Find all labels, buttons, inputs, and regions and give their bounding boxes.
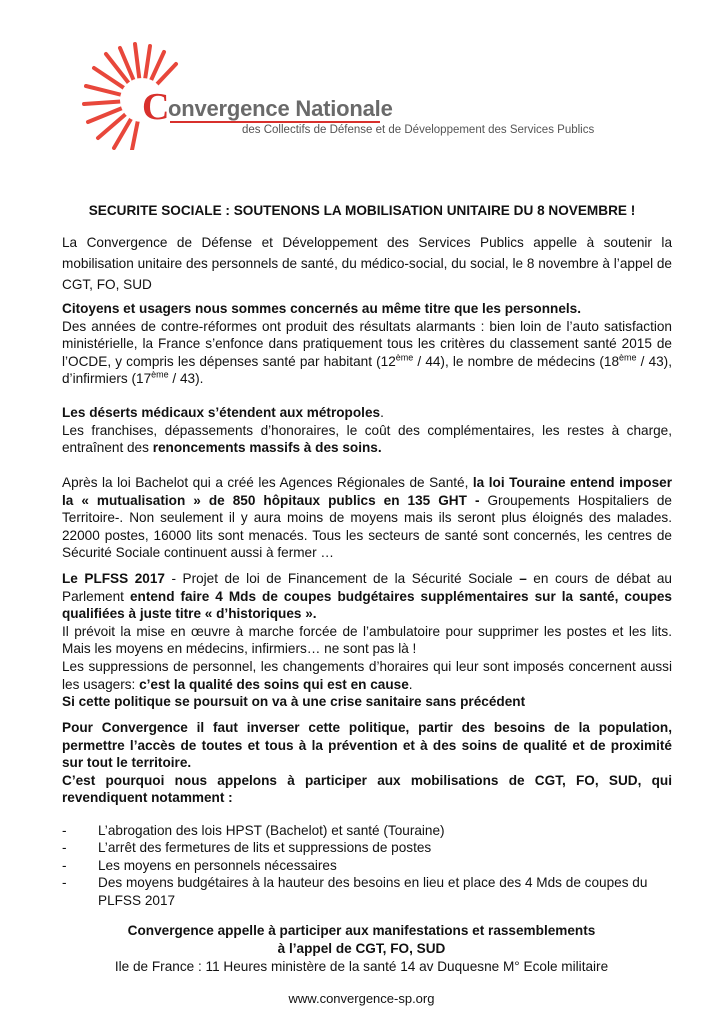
list-item [62,839,672,856]
superscript: ème [151,369,169,380]
section-convergence-text: Pour Convergence il faut inverser cette politique, partir des besoins de la population, permettre l’accès de toutes et tous à la prévention et à des soins de qualité et de proximité sur tout le territoire. [62,720,672,771]
closing-line-3: Ile de France : 11 Heures ministère de la santé 14 av Duquesne M° Ecole militaire [114,959,609,974]
section-citizens-title: Citoyens et usagers nous sommes concernés au même titre que les personnels. [62,301,582,316]
section-citizens-text: / 43), d’infirmiers (17 [62,353,672,387]
section-medical-deserts-title: Les déserts médicaux s’étendent aux métropoles [62,405,381,420]
list-item [62,874,672,909]
logo-letter: C [142,86,170,128]
demands-list [62,822,672,909]
list-item-text: Les moyens en personnels nécessaires [98,857,337,873]
intro-paragraph: La Convergence de Défense et Développement des Services Publics appelle à soutenir la mobilisation unitaire des personnels de santé, du médico-social, du social, le 8 novembre à l’appel de CGT, FO, SUD [62,235,672,292]
list-bullet: - [62,875,67,891]
footer-url-link[interactable]: www.convergence-sp.org [288,991,435,1006]
logo-subtitle: des Collectifs de Défense et de Développement des Services Publics [242,124,595,136]
section-plfss-emphasis: entend faire 4 Mds de coupes budgétaires supplémentaires sur la santé, coupes qualifiées à juste titre « d’historiques ». [62,588,672,622]
section-convergence-call [62,719,672,807]
section-touraine-text: Après la loi Bachelot qui a créé les Agences Régionales de Santé, [62,475,473,490]
list-bullet: - [62,857,67,873]
section-plfss [62,570,672,711]
closing-line-1: Convergence appelle à participer aux manifestations et rassemblements [127,923,596,938]
section-plfss-text: Il prévoit la mise en œuvre à marche forcée de l’ambulatoire pour supprimer les postes et les lits. Mais les moyens en médecins, infirmiers… ne sont pas là ! [62,623,672,657]
list-item-text: L’arrêt des fermetures de lits et suppressions de postes [98,840,432,856]
section-plfss-dash: – [519,571,527,586]
punctuation: . [408,676,413,692]
section-touraine-emphasis: la loi Touraine entend imposer la « mutualisation » de 850 hôpitaux publics en 135 GHT - [62,475,672,508]
section-plfss-text: Les suppressions de personnel, les changements d’horaires qui leur sont imposés concernent aussi les usagers: [62,658,672,692]
list-bullet: - [62,840,67,856]
superscript: ème [395,352,414,363]
section-touraine-law [62,474,672,562]
section-citizens-text: / 43). [168,371,204,387]
section-plfss-warning: Si cette politique se poursuit on va à une crise sanitaire sans précédent [62,694,526,710]
document-heading: SECURITE SOCIALE : SOUTENONS LA MOBILISATION UNITAIRE DU 8 NOVEMBRE ! [88,203,636,218]
section-citizens-text: / 44), le nombre de médecins (18 [413,353,620,369]
section-citizens [62,300,672,388]
section-touraine-text: Groupements Hospitaliers de Territoire-. Non seulement il y aura moins de moyens mais ils seront plus éloignés des malades. 22000 postes, 16000 lits sont menacés. Tous les secteurs de santé sont concernés, les centres de Sécurité Sociale continuent aussi à fermer … [62,492,672,561]
section-convergence-appeal: C’est pourquoi nous appelons à participer aux mobilisations de CGT, FO, SUD, qui revendiquent notamment : [62,772,672,806]
section-plfss-emphasis: c’est la qualité des soins qui est en cause [139,676,409,692]
list-bullet: - [62,823,67,838]
list-item [62,822,672,839]
section-plfss-title: Le PLFSS 2017 [62,571,165,586]
section-citizens-text: Des années de contre-réformes ont produit des résultats alarmants : bien loin de l’auto satisfaction ministérielle, la France s’enfonce dans pratiquement tous les critères du classement santé 2015 de l’OCDE, y compris les dépenses santé par habitant (12 [62,318,672,369]
list-item [62,857,672,874]
closing-line-2: à l’appel de CGT, FO, SUD [277,941,446,956]
section-plfss-text: en cours de débat au Parlement [62,571,672,604]
section-medical-deserts [62,404,672,457]
list-item-text: L’abrogation des lois HPST (Bachelot) et santé (Touraine) [98,823,445,838]
section-medical-deserts-text: Les franchises, dépassements d’honoraires, le coût des complémentaires, les restes à charge, entraînent des [62,422,672,456]
superscript: ème [619,352,637,363]
logo-sunburst-icon [80,40,190,150]
logo-title: onvergence Nationale [168,96,393,121]
section-medical-deserts-emphasis: renoncements massifs à des soins. [152,440,382,456]
logo-underline [170,121,380,123]
section-plfss-text: - Projet de loi de Financement de la Sécurité Sociale [164,571,520,586]
punctuation: . [380,405,384,420]
list-item-text: Des moyens budgétaires à la hauteur des besoins en lieu et place des 4 Mds de coupes du PLFSS 2017 [98,875,648,908]
